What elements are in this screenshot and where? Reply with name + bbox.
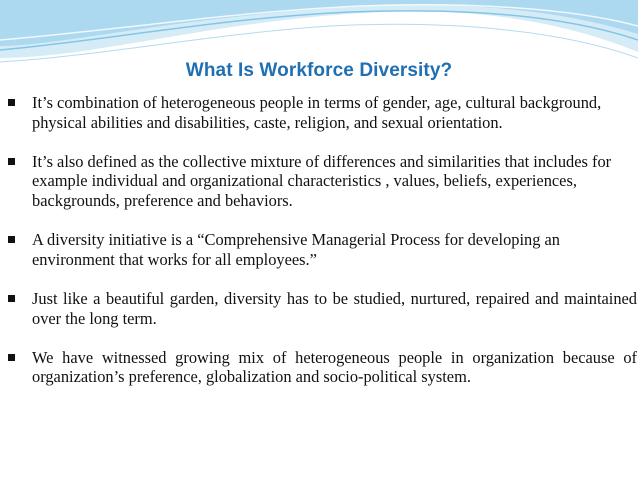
bullet-list — [7, 93, 637, 407]
bullet-text: It’s also defined as the collective mixture of differences and similarities that includes for example individual and organizational characteristics , values, beliefs, experiences, backgrounds, preference and behaviors. — [32, 151, 612, 210]
bullet-text: It’s combination of heterogeneous people in terms of gender, age, cultural background, physical abilities and disabilities, caste, religion, and sexual orientation. — [32, 93, 602, 132]
bullet-item — [7, 348, 637, 387]
bullet-item — [7, 230, 637, 269]
bullet-item — [7, 93, 637, 132]
square-bullet-icon — [8, 354, 15, 361]
bullet-text: A diversity initiative is a “Comprehensive Managerial Process for developing an environment that works for all employees.” — [32, 230, 561, 269]
bullet-item — [7, 152, 637, 211]
square-bullet-icon — [8, 236, 15, 243]
bullet-item — [7, 289, 637, 328]
square-bullet-icon — [8, 158, 15, 165]
square-bullet-icon — [8, 295, 15, 302]
square-bullet-icon — [8, 99, 15, 106]
bullet-text: Just like a beautiful garden, diversity has to be studied, nurtured, repaired and maintained over the long term. — [32, 288, 637, 328]
slide-title: What Is Workforce Diversity? — [185, 60, 453, 81]
bullet-text: We have witnessed growing mix of heterogeneous people in organization because of organization’s preference, globalization and socio-political system. — [32, 347, 637, 387]
